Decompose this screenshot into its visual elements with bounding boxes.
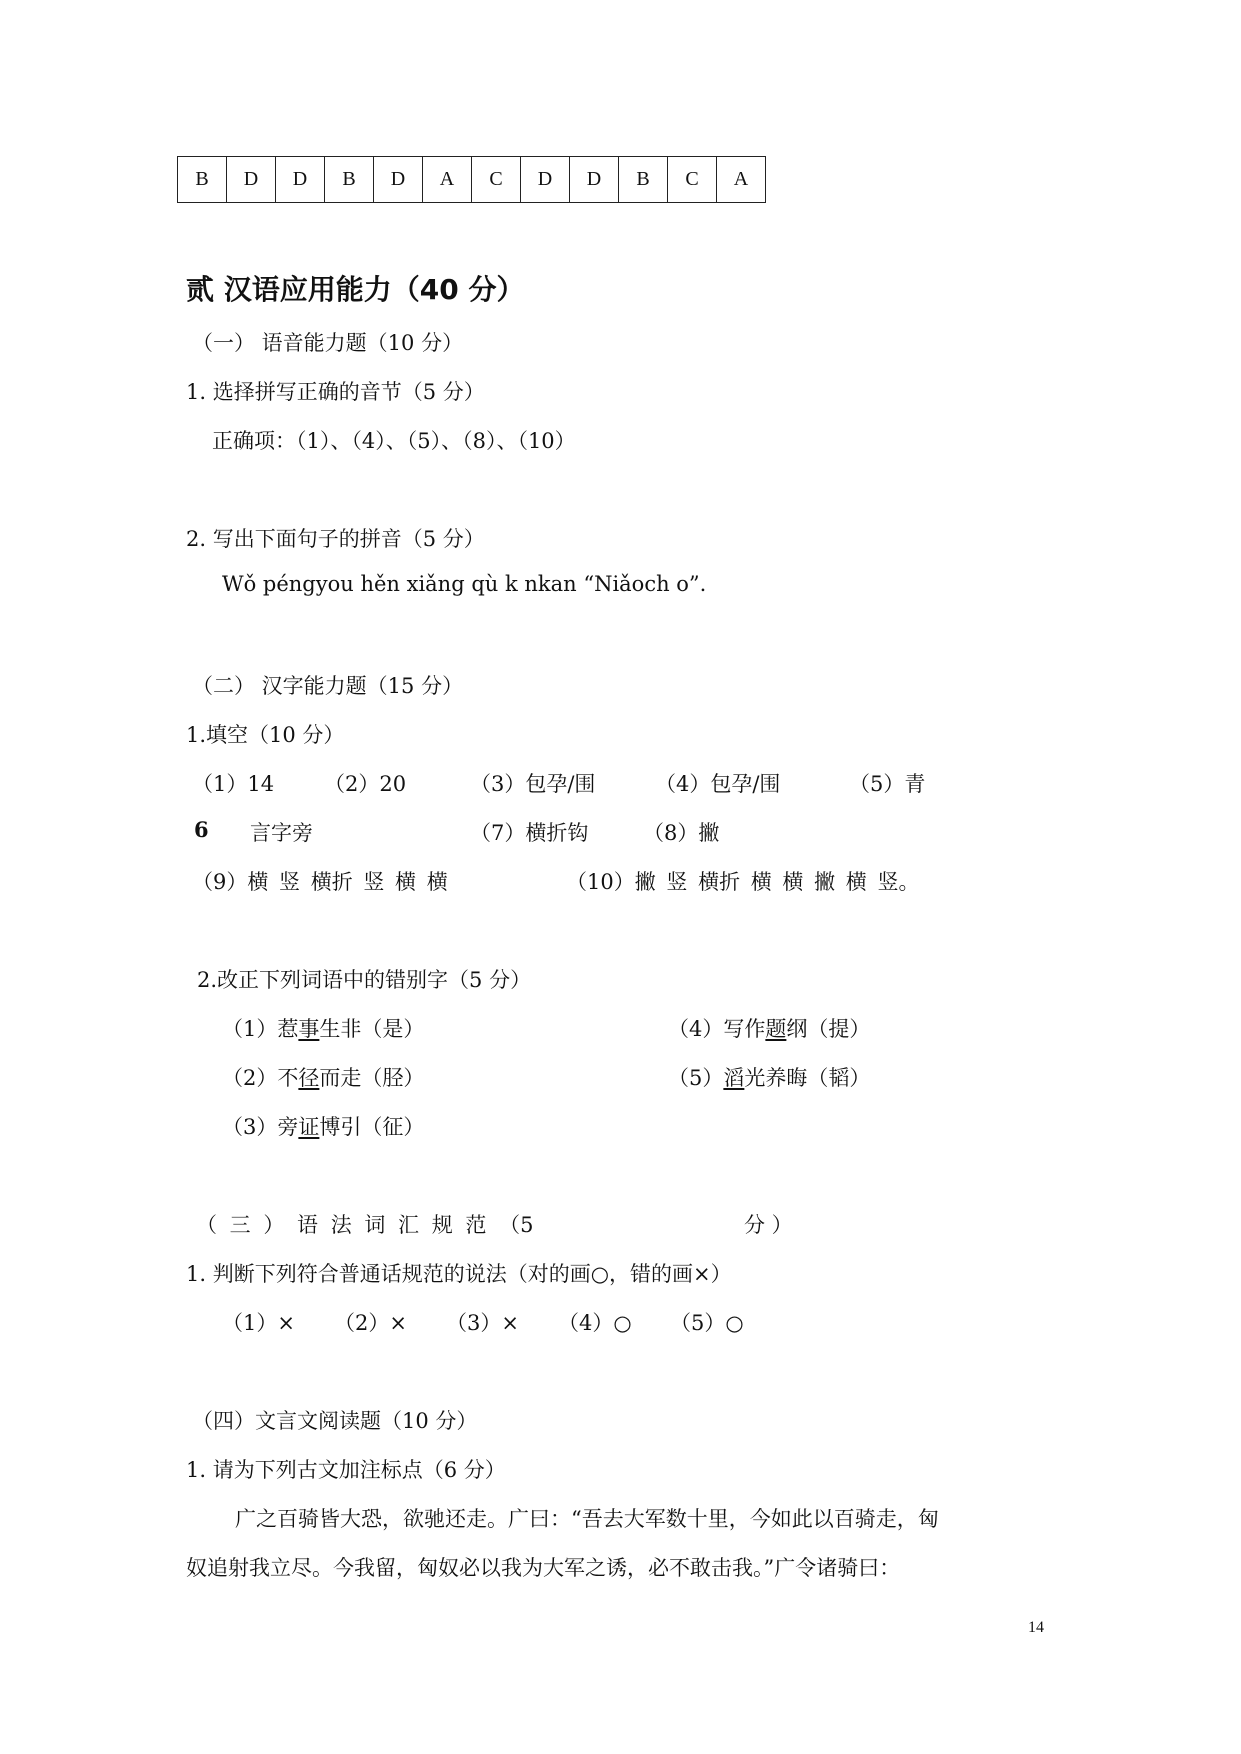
fill-answer: （5）青 <box>849 772 926 796</box>
wrong-char: 证 <box>298 1115 320 1139</box>
item-num: （4） <box>668 1017 724 1041</box>
typo-item <box>222 1013 424 1043</box>
typo-item <box>668 1013 870 1043</box>
item-num: （2） <box>222 1066 278 1090</box>
item-pre: 惹 <box>277 1017 299 1041</box>
answer-cell: D <box>521 157 570 203</box>
item-num: （3） <box>222 1115 278 1139</box>
answer-table <box>177 156 766 203</box>
classical-text-line: 广之百骑皆大恐，欲驰还走。广曰：“吾去大军数十里，今如此以百骑走，匈 <box>235 1507 939 1531</box>
correct-char: （胫） <box>361 1066 425 1090</box>
section-title: 贰 汉语应用能力（40 分） <box>186 273 525 306</box>
part3-q1-title: 1. 判断下列符合普通话规范的说法（对的画○，错的画×） <box>186 1262 732 1286</box>
item-post: 生非 <box>319 1017 362 1041</box>
fill-answer: （9）横 竖 横折 竖 横 横 <box>192 870 448 894</box>
part2-q2-title: 2.改正下列词语中的错别字（5 分） <box>197 968 532 992</box>
answer-cell: D <box>227 157 276 203</box>
part4-heading: （四）文言文阅读题（10 分） <box>192 1409 478 1433</box>
answer-cell: B <box>325 157 374 203</box>
part1-q2-answer: Wǒ péngyou hěn xiǎng qù k nkan “Niǎoch o”. <box>222 572 707 596</box>
fill-answer: （4）包孕/围 <box>655 772 781 796</box>
wrong-char: 滔 <box>723 1066 745 1090</box>
correct-char: （韬） <box>807 1066 871 1090</box>
item-pre: 写作 <box>723 1017 766 1041</box>
answer-cell: B <box>619 157 668 203</box>
fill-answer: （2）20 <box>324 772 407 796</box>
fill-answer: （7）横折钩 <box>470 821 589 845</box>
part1-heading: （一） 语音能力题（10 分） <box>192 331 464 355</box>
answer-cell: B <box>178 157 227 203</box>
fill-answer: （3）包孕/围 <box>470 772 596 796</box>
judge-answer: （3）× <box>446 1311 519 1335</box>
fill-answer: 6 <box>194 817 209 842</box>
judge-answer: （1）× <box>222 1311 295 1335</box>
answer-cell: C <box>472 157 521 203</box>
answer-cell: D <box>374 157 423 203</box>
answer-cell: D <box>276 157 325 203</box>
answer-cell: A <box>423 157 472 203</box>
judge-answer: （2）× <box>334 1311 407 1335</box>
judge-answer: （4）○ <box>558 1311 632 1335</box>
fill-answer: （10）撇 竖 横折 横 横 撇 横 竖。 <box>566 870 920 894</box>
item-post: 光养晦 <box>744 1066 808 1090</box>
part4-q1-title: 1. 请为下列古文加注标点（6 分） <box>186 1458 506 1482</box>
correct-char: （提） <box>807 1017 871 1041</box>
answer-row <box>178 157 766 203</box>
item-num: （1） <box>222 1017 278 1041</box>
correct-char: （征） <box>361 1115 425 1139</box>
item-post: 纲 <box>786 1017 808 1041</box>
correct-char: （是） <box>361 1017 425 1041</box>
typo-item <box>222 1111 424 1141</box>
typo-item <box>222 1062 424 1092</box>
fill-answer: （8）撇 <box>643 821 720 845</box>
fill-answer: （1）14 <box>192 772 275 796</box>
part2-heading: （二） 汉字能力题（15 分） <box>192 674 464 698</box>
classical-text-line: 奴追射我立尽。今我留，匈奴必以我为大军之诱，必不敢击我。”广令诸骑曰： <box>186 1556 901 1580</box>
item-num: （5） <box>668 1066 724 1090</box>
answer-cell: A <box>717 157 766 203</box>
item-pre: 不 <box>277 1066 299 1090</box>
item-post: 而走 <box>319 1066 362 1090</box>
part1-q1-title: 1. 选择拼写正确的音节（5 分） <box>186 380 485 404</box>
wrong-char: 径 <box>298 1066 320 1090</box>
item-post: 博引 <box>319 1115 362 1139</box>
page-number: 14 <box>1028 1619 1044 1636</box>
judge-answer: （5）○ <box>670 1311 744 1335</box>
item-pre: 旁 <box>277 1115 299 1139</box>
typo-item <box>668 1062 870 1092</box>
wrong-char: 题 <box>765 1017 787 1041</box>
wrong-char: 事 <box>298 1017 320 1041</box>
answer-cell: D <box>570 157 619 203</box>
part1-q2-title: 2. 写出下面句子的拼音（5 分） <box>186 527 485 551</box>
part3-heading: （ 三 ） 语 法 词 汇 规 范 （5 <box>196 1213 534 1237</box>
part3-heading-suffix: 分 ） <box>744 1213 793 1237</box>
fill-answer: 言字旁 <box>250 821 313 845</box>
answer-cell: C <box>668 157 717 203</box>
part2-q1-title: 1.填空（10 分） <box>186 723 345 747</box>
part1-q1-answer: 正确项：（1）、（4）、（5）、（8）、（10） <box>212 429 576 453</box>
